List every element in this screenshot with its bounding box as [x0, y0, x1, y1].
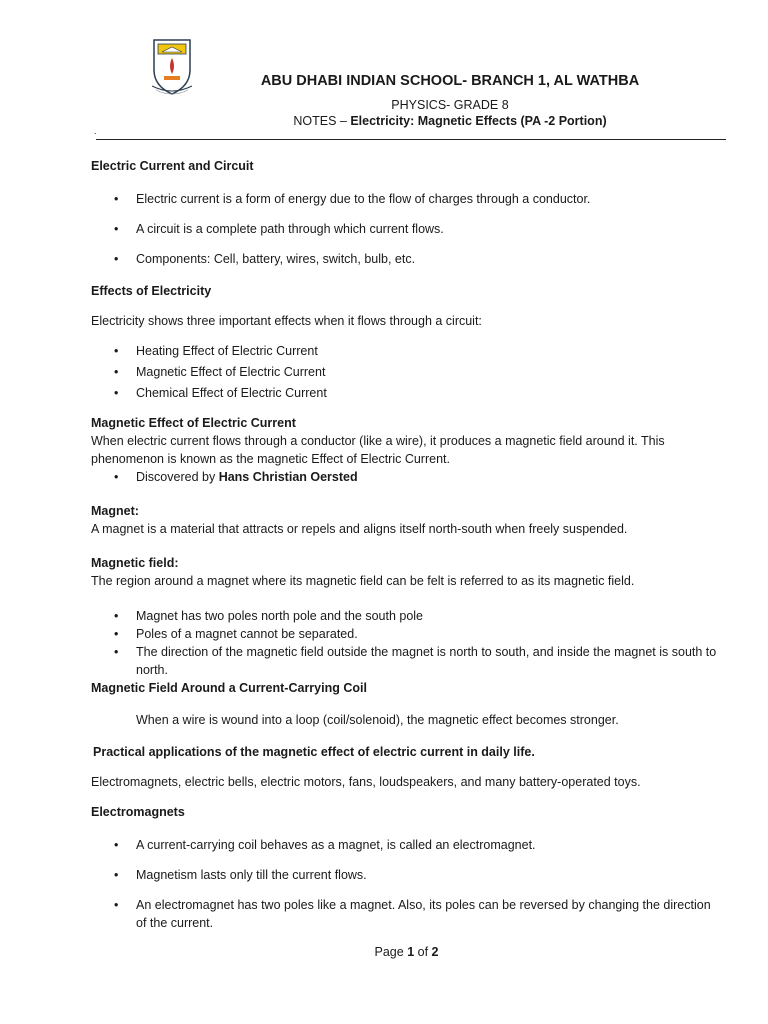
subject-grade: PHYSICS- GRADE 8 [391, 98, 509, 112]
list-discovered [91, 468, 721, 486]
notes-topic: Electricity: Magnetic Effects (PA -2 Portion) [350, 114, 607, 128]
section-title-electromagnets: Electromagnets [91, 805, 185, 819]
magnetic-effect-text: When electric current flows through a conductor (like a wire), it produces a magnetic field around it. This phenomenon is known as the magnetic Effect of Electric Current. [91, 434, 665, 466]
applications-text: Electromagnets, electric bells, electric motors, fans, loudspeakers, and many battery-operated toys. [91, 775, 641, 789]
list-item: • Magnet has two poles north pole and the south pole [91, 607, 721, 625]
section-title-magnetic-effect: Magnetic Effect of Electric Current [91, 416, 296, 430]
section-title-coil: Magnetic Field Around a Current-Carrying Coil [91, 681, 367, 695]
section-title-applications: Practical applications of the magnetic effect of electric current in daily life. [93, 745, 535, 759]
list-item: • Components: Cell, battery, wires, switch, bulb, etc. [91, 250, 721, 268]
magnetic-field-text: The region around a magnet where its magnetic field can be felt is referred to as its magnetic field. [91, 574, 635, 588]
list-item: • An electromagnet has two poles like a magnet. Also, its poles can be reversed by changing the direction of the current. [91, 896, 721, 932]
of-word: of [414, 945, 432, 959]
section-title-effects: Effects of Electricity [91, 284, 212, 298]
header-divider [96, 139, 726, 140]
page-number: 1 [407, 945, 415, 959]
list-item: • Poles of a magnet cannot be separated. [91, 625, 721, 643]
list-electromagnets [91, 836, 721, 932]
section-title-current-circuit: Electric Current and Circuit [91, 159, 254, 173]
list-item: • Magnetic Effect of Electric Current [91, 363, 721, 381]
effects-intro: Electricity shows three important effects when it flows through a circuit: [91, 314, 482, 328]
list-item: • The direction of the magnetic field outside the magnet is north to south, and inside the magnet is south to north. [91, 643, 721, 679]
stray-dot: . [94, 126, 97, 136]
list-item: • Electric current is a form of energy due to the flow of charges through a conductor. [91, 190, 721, 208]
page-footer [0, 943, 768, 961]
list-item: • A circuit is a complete path through which current flows. [91, 220, 721, 238]
list-item: • Heating Effect of Electric Current [91, 342, 721, 360]
section-title-magnetic-field: Magnetic field: [91, 556, 179, 570]
page-word: Page [374, 945, 408, 959]
list-current-circuit [91, 190, 721, 268]
discoverer-name: Hans Christian Oersted [218, 470, 358, 484]
list-item: • A current-carrying coil behaves as a magnet, is called an electromagnet. [91, 836, 721, 854]
coil-text: When a wire is wound into a loop (coil/solenoid), the magnetic effect becomes stronger. [136, 713, 619, 727]
list-item: • Magnetism lasts only till the current flows. [91, 866, 721, 884]
list-effects [91, 342, 721, 402]
list-item: • Chemical Effect of Electric Current [91, 384, 721, 402]
school-name: ABU DHABI INDIAN SCHOOL- BRANCH 1, AL WATHBA [260, 73, 640, 89]
section-title-magnet: Magnet: [91, 504, 139, 518]
page-total: 2 [431, 945, 439, 959]
notes-title [240, 112, 660, 130]
discovered-prefix: Discovered by [136, 470, 219, 484]
notes-prefix: NOTES – [293, 114, 351, 128]
list-item [91, 468, 721, 486]
list-magnetic-field [91, 607, 721, 679]
school-crest-icon [150, 36, 194, 98]
magnet-text: A magnet is a material that attracts or repels and aligns itself north-south when freely suspended. [91, 522, 628, 536]
document-body [91, 157, 721, 932]
